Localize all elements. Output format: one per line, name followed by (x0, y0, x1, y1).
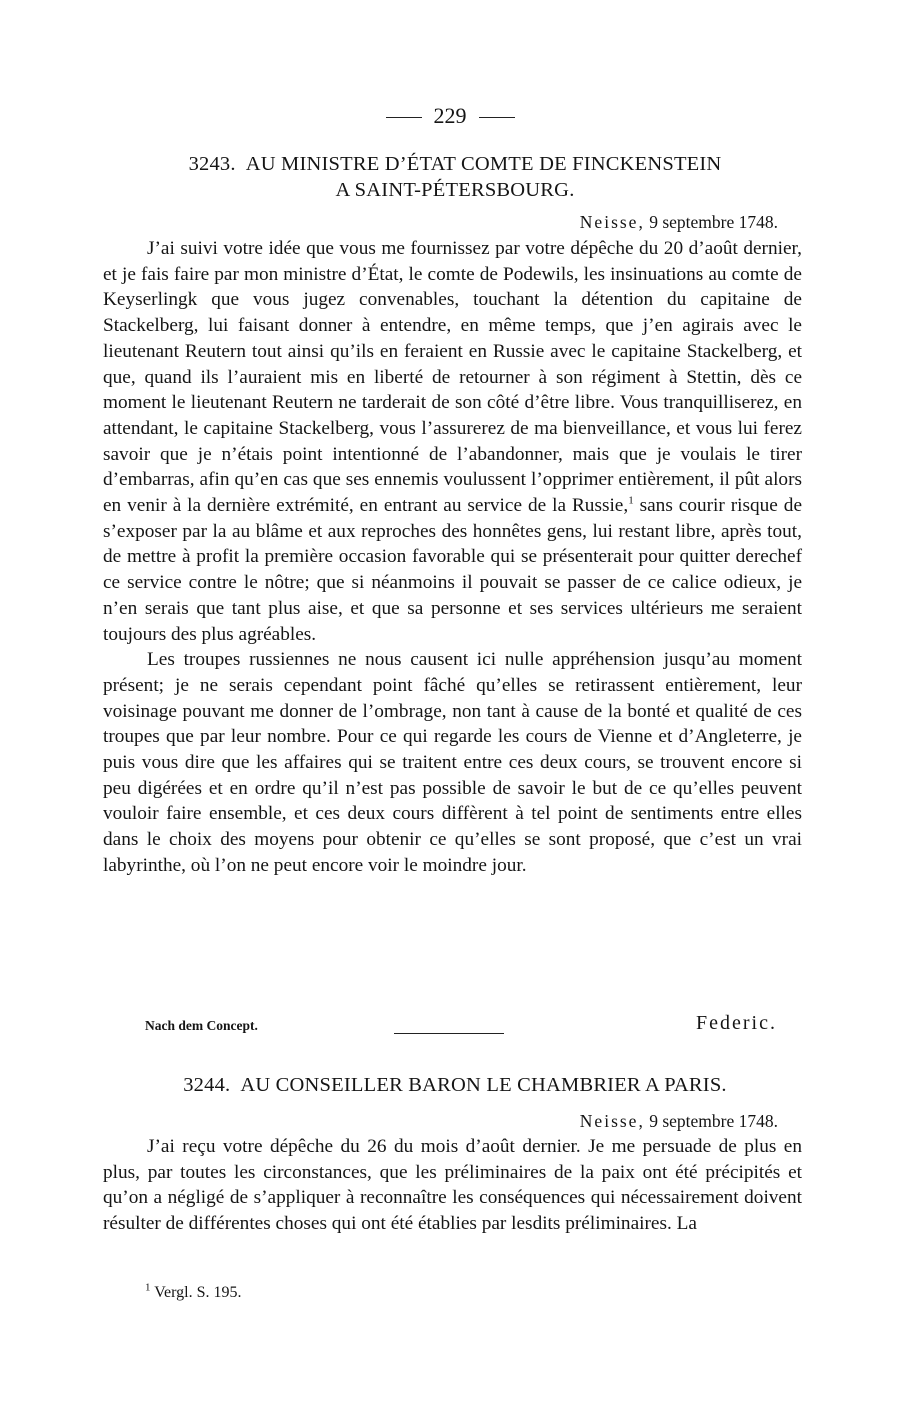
letter-3243-body (103, 236, 802, 879)
letter-3244-title (100, 1072, 810, 1098)
letter-3243-paragraph-2: Les troupes russiennes ne nous causent ici nulle appréhension jusqu’au moment présent; je ne serais cependant point fâché qu’elles se retirassent entièrement, leur voisinage pouvant me donner de l’ombrage, non tant à cause de la bonté et qualité de ces troupes que par leur nombre. Pour ce qui regarde les cours de Vienne et d’Angleterre, je puis vous dire que les affaires qui se traitent entre ces deux cours, se trouvent encore si peu digérées et en ordre qu’il n’est pas possible de savoir le but de ce qu’elles peuvent vouloir faire ensemble, et ces deux cours diffèrent à tel point de sentiments entre elles dans le choix des moyens pour obtenir ce qu’elles se sont proposé, que c’est un vrai labyrinthe, où l’on ne peut encore voir le moindre jour. (103, 649, 802, 876)
letter-3243-date: 9 septembre 1748. (649, 212, 778, 232)
letter-3244-addressee: AU CONSEILLER BARON LE CHAMBRIER A PARIS. (240, 1074, 727, 1096)
footnote-reference: 1 (628, 494, 634, 507)
footnote (145, 1281, 242, 1302)
header-rule-right (479, 117, 515, 118)
signature: Federic. (696, 1012, 777, 1034)
letter-3243-title-line2: A SAINT-PÉTERSBOURG. (335, 179, 575, 201)
letter-3244-dateline (580, 1110, 778, 1132)
letter-3243-place: Neisse, (579, 212, 645, 232)
letter-3244-body (103, 1134, 802, 1237)
letter-3243-title (100, 151, 810, 203)
letter-3243-number: 3243. (188, 153, 236, 175)
letter-3243-paragraph-1-continued: sans courir risque de s’exposer par la au blâme et aux reproches des honnêtes gens, lui restant libre, après tout, de mettre à profit la première occasion favorable qui se présenterait pour quitter derechef ce service contre le nôtre; que si néanmoins il pouvait se passer de ce calice odieux, je n’en serais que tant plus aise, et que sa personne et ses services ultérieurs me seraient toujours des plus agréables. (103, 495, 802, 645)
letter-3243-addressee: AU MINISTRE D’ÉTAT COMTE DE FINCKENSTEIN (245, 153, 722, 175)
page-header (0, 104, 900, 128)
source-note: Nach dem Concept. (145, 1018, 258, 1033)
header-rule-left (386, 117, 422, 118)
letter-3244-number: 3244. (183, 1074, 231, 1096)
letter-3244-place: Neisse, (579, 1111, 645, 1131)
letter-3243-paragraph-1 (103, 236, 802, 647)
letter-3244-date: 9 septembre 1748. (649, 1111, 778, 1131)
footnote-marker: 1 (145, 1281, 151, 1294)
letter-3243-dateline (580, 211, 778, 233)
letter-3244-paragraph-1: J’ai reçu votre dépêche du 26 du mois d’août dernier. Je me persuade de plus en plus, par toutes les circonstances, que les préliminaires de la paix ont été précipités et qu’on a négligé de s’appliquer à reconnaître les conséquences qui nécessairement doivent résulter de différentes choses qui ont été établies par lesdits préliminaires. La (103, 1136, 802, 1235)
page-number: 229 (433, 103, 467, 128)
letter-3243-closing (145, 1012, 777, 1038)
letter-3243-paragraph-1-text: J’ai suivi votre idée que vous me fournissez par votre dépêche du 20 d’août dernier, et je fais faire par mon ministre d’État, le comte de Podewils, les insinuations au comte de Keyserlingk que vous jugez convenables, touchant la détention du capitaine de Stackelberg, lui faisant donner à entendre, en même temps, que j’en agirais avec le lieutenant Reutern tout ainsi qu’ils en feraient en Russie avec le capitaine Stackelberg, et que, quand ils l’auraient mis en liberté de retourner à son régiment à Stettin, dès ce moment le lieutenant Reutern ne tarderait de son côté d’être libre. Vous tranquilliserez, en attendant, le capitaine Stackelberg, vous l’assurerez de ma bienveillance, et vous lui ferez savoir que je n’étais point intentionné de l’abandonner, mais que je voulais le tirer d’embarras, afin qu’en cas que ses ennemis voulussent l’opprimer entièrement, il pût alors en venir à la dernière extrémité, en entrant au service de la Russie, (103, 238, 802, 517)
footnote-text: Vergl. S. 195. (154, 1284, 242, 1301)
letter-divider (394, 1033, 504, 1034)
letter-3243-title-line1 (100, 151, 810, 177)
